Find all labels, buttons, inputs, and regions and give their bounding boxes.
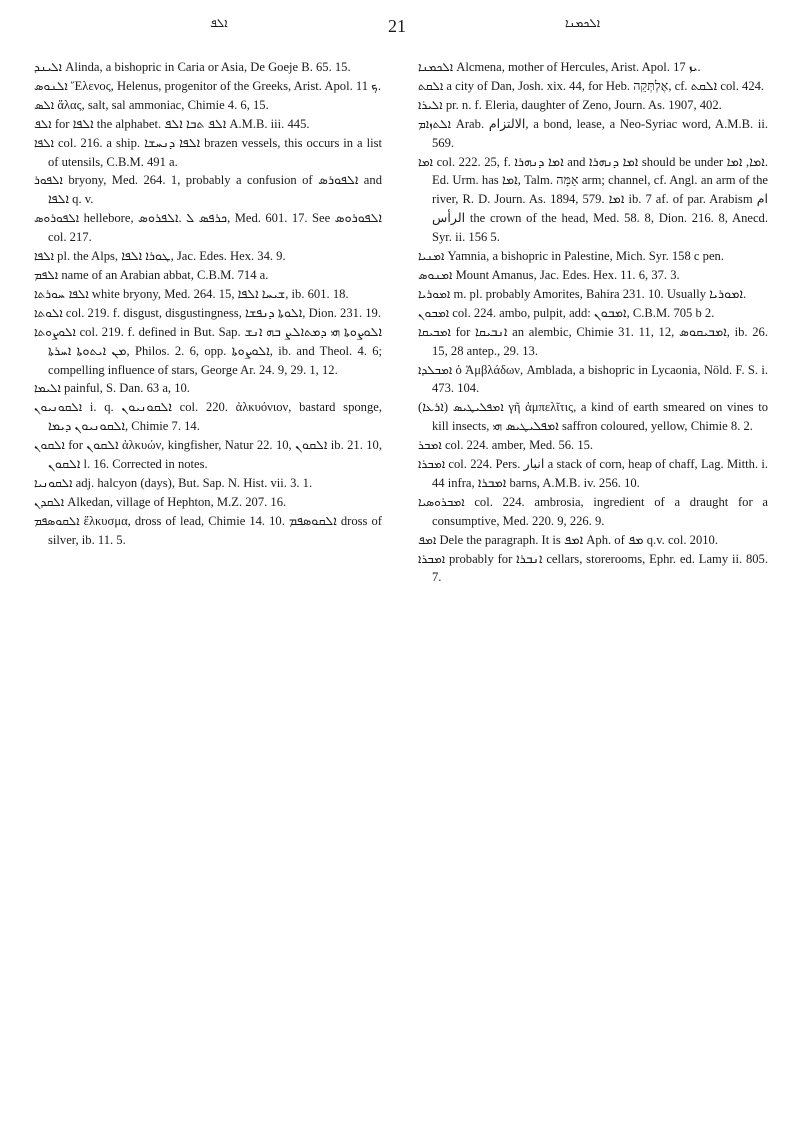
entry-definition: Dele the paragraph. It is ܐܡܦ Aph. of ܡܦ q.v. col. 2010.: [439, 532, 718, 547]
dictionary-entry: [34, 323, 382, 380]
dictionary-entry: [418, 531, 768, 550]
entry-headword: ܐܠܩܘܢܝܘܢ: [34, 400, 83, 415]
dictionary-entry: [418, 77, 768, 96]
dictionary-entry: [34, 209, 382, 247]
dictionary-entry: [418, 96, 768, 115]
entry-headword: ܐܡܒܪܐ: [418, 457, 446, 472]
running-head-right: ܐܠܟܡܢܐ: [565, 16, 601, 30]
entry-headword: ܐܡܢܘܣ: [418, 267, 453, 282]
entry-definition: for ܐܠܦܐ the alphabet. ܐܠܦ ܬܒܐ ܐܠܦ A.M.B. iii. 445.: [54, 116, 310, 131]
entry-definition: a city of Dan, Josh. xix. 44, for Heb. אֶלְתְּקֵה, cf. ܐܠܩܬ col. 424.: [446, 78, 765, 93]
dictionary-entry: [418, 550, 768, 588]
right-column: [418, 58, 768, 587]
dictionary-entry: [34, 134, 382, 172]
entry-definition: Ἕλενος, Helenus, progenitor of the Greeks, Arist. Apol. ܟ 11.: [70, 78, 382, 93]
entry-definition: col. 216. a ship. ܐܠܦܐ ܕܢܚܫܐ brazen vessels, this occurs in a list of utensils, C.B.M. 491 a.: [48, 135, 382, 169]
entry-headword: ܐܠܢܘܣ: [34, 78, 68, 93]
entry-definition: col. 219. f. defined in But. Sap. ܐܠܘܨܘܬܐ ܗܝ ܕܡܬܐܠܨ ܒܗ ܐܢܫ ܡܢ ܐܝܬܘܬܐ ܐܚܪܬܐ, Philos. 2. 6, opp. ܐܠܘܨܘܬܐ, ib. and Theol. 4. 6; compelling influence of stars, George Ar. 24. 9, 29. 1, 12.: [48, 324, 383, 377]
dictionary-entry: [34, 247, 382, 266]
entry-headword: ܐܡܐ: [418, 154, 434, 169]
entry-definition: name of an Arabian abbat, C.B.M. 714 a.: [61, 267, 269, 282]
dictionary-entry: [34, 436, 382, 474]
entry-headword: ܐܡܦܠܝܛܝܣ: [452, 400, 504, 415]
dictionary-entry: [418, 455, 768, 493]
dictionary-entry: [34, 398, 382, 436]
entry-headword: ܐܠܬܙܐܡ: [418, 116, 452, 131]
dictionary-entry: [34, 379, 382, 398]
entry-headword: ܐܠܘܬܐ: [34, 305, 63, 320]
entry-headword: ܐܠܩܬ: [418, 78, 444, 93]
entry-definition: col. 224. ambrosia, ingredient of a draught for a consumptive, Med. 220. 9, 226. 9.: [432, 494, 768, 528]
entry-definition: bryony, Med. 264. 1, probably a confusion of ܐܠܦܘܪܣ and ܐܠܦܐ q. v.: [48, 173, 382, 207]
entry-headword: ܐܠܦܐ: [34, 135, 55, 150]
dictionary-entry: [34, 115, 382, 134]
entry-headword: ܐܠܘܨܘܬܐ: [34, 324, 76, 339]
entry-definition: col. 224. Pers. انبار a stack of corn, heap of chaff, Lag. Mitth. i. 44 infra, ܐܡܒܪܐ barns, A.M.B. iv. 256. 10.: [432, 457, 769, 490]
entry-definition: Alkedan, village of Hephton, M.Z. 207. 16.: [67, 494, 287, 509]
entry-definition: ὁ Ἀμβλάδων, Amblada, a bishopric in Lycaonia, Nöld. F. S. i. 473. 104.: [432, 362, 768, 396]
entry-definition: Alcmena, mother of Hercules, Arist. Apol. ܝܙ 17.: [456, 60, 701, 74]
entry-headword: ܐܠܩܘܢ: [34, 438, 65, 453]
dictionary-entry: [418, 361, 768, 399]
dictionary-entry: [34, 474, 382, 493]
entry-definition: white bryony, Med. 264. 15, ܫܝܚܐ ܐܠܦܐ, ib. 601. 18.: [91, 286, 349, 301]
entry-definition: Mount Amanus, Jac. Edes. Hex. 11. 6, 37. 3.: [455, 267, 680, 282]
dictionary-entry: [34, 512, 382, 550]
dictionary-entry: [34, 171, 382, 209]
entry-definition: hellebore, ܟܪܦܣ ܠ .ܐܠܦܪܘܣ, Med. 601. 17. See ܐܠܦܘܪܘܣ col. 217.: [48, 211, 383, 245]
dictionary-entry: [34, 58, 382, 77]
entry-headword: ܐܡܒܪ: [418, 438, 442, 453]
dictionary-entry: [418, 266, 768, 285]
entry-definition: (ܐܪܥܐ) γῆ ἀμπελῖτις, a kind of earth smeared on vines to kill insects, ܐܡܦܠܝܛܝܣ ܗܝ saffron coloured, yellow, Chimie 8. 2.: [418, 400, 768, 434]
entry-definition: col. 222. 25, f. ܐܡܐ ܕܢܗܪܐ and ܐܡܐ ܕܢܗܪܐ should be under ܐܡܐ, ܐܡܐ. Ed. Urm. has ܐܡܐ, Talm. אַמָּה arm; channel, cf. Angl. an arm of the river, R. D. Journ. As. 1894, 579. ܐܡܐ ib. 7 af. of par. Arabism ام الرأس the crown of the head, Med. 58. 8, Dion. 216. 8, Anecd. Syr. ii. 156 5.: [432, 154, 768, 245]
dictionary-entry: [418, 115, 768, 153]
entry-definition: ἅλας, salt, sal ammoniac, Chimie 4. 6, 15.: [57, 97, 269, 112]
dictionary-entry: [418, 436, 768, 455]
dictionary-entry: [418, 153, 768, 248]
entry-headword: ܐܠܦܐ: [34, 249, 55, 264]
entry-headword: ܐܠܩܕܢ: [34, 494, 65, 509]
dictionary-entry: [34, 77, 382, 96]
entry-headword: ܐܡܒܝܩܐ: [418, 324, 451, 339]
entry-headword: ܐܠܦܘܪ: [34, 173, 63, 188]
dictionary-entry: [34, 493, 382, 512]
entry-definition: Arab. الالتزام, a bond, lease, a Neo-Syriac word, A.M.B. ii. 569.: [432, 116, 769, 150]
entry-definition: col. 224. ambo, pulpit, add: ܐܡܒܘܢ, C.B.M. 705 b 2.: [452, 305, 715, 320]
entry-headword: ܐܠܩܘܣܦܡ: [34, 513, 80, 528]
dictionary-entry: [418, 493, 768, 531]
entry-headword: ܐܠܝܪܐ: [418, 97, 443, 112]
entry-definition: i. q. ܐܠܩܘܢܝܘܢ col. 220. ἀλκυόνιον, bastard sponge, ܐܠܩܘܢܝܘܢ ܕܝܡܐ, Chimie 7. 14.: [48, 400, 382, 434]
dictionary-entry: [418, 58, 768, 77]
entry-definition: for ܐܢܒܝܩܐ an alembic, Chimie 31. 11, 12, ܐܡܒܝܩܘܣ, ib. 26. 15, 28 antep., 29. 13.: [432, 324, 768, 358]
entry-headword: ܐܡܒܪܐ: [418, 551, 446, 566]
entry-definition: pr. n. f. Eleria, daughter of Zeno, Journ. As. 1907, 402.: [445, 97, 722, 112]
entry-definition: adj. halcyon (days), But. Sap. N. Hist. vii. 3. 1.: [75, 475, 313, 490]
dictionary-entry: [418, 398, 768, 436]
entry-definition: Yamnia, a bishopric in Palestine, Mich. Syr. 158 c pen.: [447, 249, 724, 264]
dictionary-entry: [34, 96, 382, 115]
entry-definition: painful, S. Dan. 63 a, 10.: [64, 381, 190, 396]
dictionary-entry: [418, 247, 768, 266]
dictionary-entry: [34, 266, 382, 285]
dictionary-entry: [34, 304, 382, 323]
entry-definition: probably for ܐܢܒܪܐ cellars, storerooms, Ephr. ed. Lamy ii. 805. 7.: [432, 551, 768, 585]
entry-definition: pl. the Alps, ܛܘܪܐ ܐܠܦܐ, Jac. Edes. Hex. 34. 9.: [57, 249, 286, 264]
entry-headword: ܐܠܣ: [34, 97, 55, 112]
left-column: [34, 58, 382, 550]
entry-headword: ܐܡܒܪܘܣܝܐ: [418, 494, 465, 509]
dictionary-entry: [418, 285, 768, 304]
dictionary-entry: [418, 304, 768, 323]
entry-headword: ܐܠܩܘܢܝܐ: [34, 475, 73, 490]
running-head-left: ܐܠܦ: [210, 16, 228, 30]
entry-headword: ܐܡܘܪܝܐ: [418, 286, 451, 301]
entry-headword: ܐܠܦܡ: [34, 267, 59, 282]
entry-definition: Alinda, a bishopric in Caria or Asia, De Goeje B. 65. 15.: [65, 60, 351, 74]
entry-headword: ܐܡܒܠܕܐ: [418, 362, 453, 377]
entry-headword: ܐܠܦܐ ܚܘܪܬܐ: [34, 286, 89, 301]
entry-definition: for ܐܠܩܘܢ ἀλκυών, kingfisher, Natur 22. 10, ܐܠܩܘܢ ib. 21. 10, ܐܠܩܘܢ l. 16. Corrected in notes.: [48, 438, 382, 472]
page-number: 21: [388, 16, 406, 36]
entry-definition: ἔλκυσμα, dross of lead, Chimie 14. 10. ܐܠܩܘܣܦܡ dross of silver, ib. 11. 5.: [48, 513, 382, 547]
entry-definition: col. 219. f. disgust, disgustingness, ܐܠܘܬܐ ܕܢܦܫܐ, Dion. 231. 19.: [65, 305, 381, 320]
entry-headword: ܐܠܦ: [34, 116, 52, 131]
running-head: [0, 14, 800, 44]
entry-headword: ܐܡܢܝܐ: [418, 249, 445, 264]
entry-headword: ܐܠܝܡܐ: [34, 381, 61, 396]
dictionary-entry: [418, 323, 768, 361]
entry-headword: ܐܡܒܘܢ: [418, 305, 450, 320]
entry-headword: ܐܠܟܡܢܐ: [418, 60, 454, 74]
entry-definition: m. pl. probably Amorites, Bahira 231. 10. Usually ܐܡܘܪܝܐ.: [453, 286, 747, 301]
entry-headword: ܐܡܦ: [418, 532, 437, 547]
entry-headword: ܐܠܝܢܕ: [34, 60, 63, 74]
entry-headword: ܐܠܦܘܪܘܣ: [34, 211, 80, 226]
dictionary-entry: [34, 285, 382, 304]
entry-definition: col. 224. amber, Med. 56. 15.: [444, 438, 594, 453]
